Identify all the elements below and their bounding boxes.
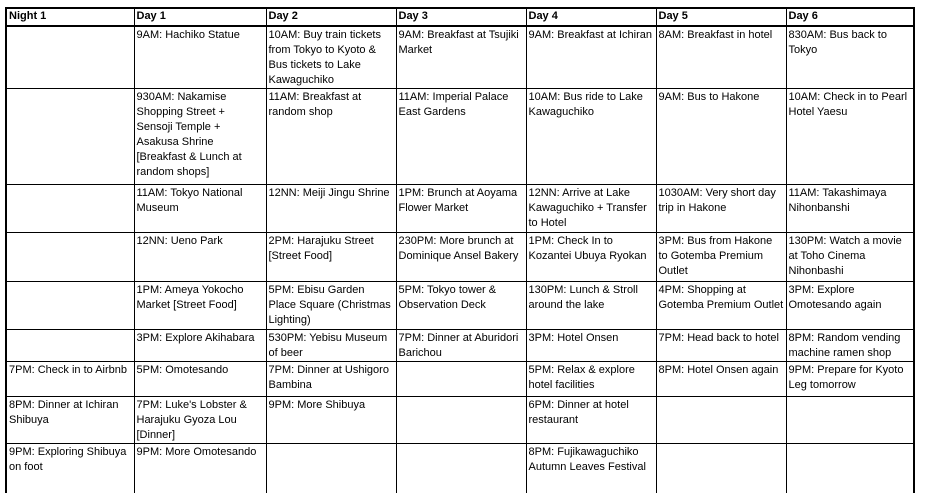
cell-r8-c1[interactable]: 7PM: Luke's Lobster & Harajuku Gyoza Lou [Dinner]	[134, 397, 266, 444]
header-day-6[interactable]: Day 6	[786, 8, 914, 26]
cell-r5-c4[interactable]: 130PM: Lunch & Stroll around the lake	[526, 282, 656, 330]
cell-r8-c4[interactable]: 6PM: Dinner at hotel restaurant	[526, 397, 656, 444]
cell-r3-c6[interactable]: 11AM: Takashimaya Nihonbanshi	[786, 185, 914, 233]
cell-r5-c0[interactable]	[6, 282, 134, 330]
cell-r3-c4[interactable]: 12NN: Arrive at Lake Kawaguchiko + Transfer to Hotel	[526, 185, 656, 233]
header-day-5[interactable]: Day 5	[656, 8, 786, 26]
cell-r6-c2[interactable]: 530PM: Yebisu Museum of beer	[266, 330, 396, 362]
table-row	[6, 362, 914, 397]
cell-r4-c3[interactable]: 230PM: More brunch at Dominique Ansel Bakery	[396, 233, 526, 282]
cell-r2-c5[interactable]: 9AM: Bus to Hakone	[656, 89, 786, 185]
cell-r9-c4[interactable]: 8PM: Fujikawaguchiko Autumn Leaves Festival	[526, 444, 656, 493]
table-row	[6, 330, 914, 362]
cell-r8-c2[interactable]: 9PM: More Shibuya	[266, 397, 396, 444]
cell-r4-c1[interactable]: 12NN: Ueno Park	[134, 233, 266, 282]
cell-r5-c2[interactable]: 5PM: Ebisu Garden Place Square (Christmas Lighting)	[266, 282, 396, 330]
cell-r5-c3[interactable]: 5PM: Tokyo tower & Observation Deck	[396, 282, 526, 330]
cell-r9-c0[interactable]: 9PM: Exploring Shibuya on foot	[6, 444, 134, 493]
cell-r9-c2[interactable]	[266, 444, 396, 493]
cell-r4-c4[interactable]: 1PM: Check In to Kozantei Ubuya Ryokan	[526, 233, 656, 282]
cell-r7-c2[interactable]: 7PM: Dinner at Ushigoro Bambina	[266, 362, 396, 397]
cell-r9-c5[interactable]	[656, 444, 786, 493]
header-day-3[interactable]: Day 3	[396, 8, 526, 26]
cell-r5-c5[interactable]: 4PM: Shopping at Gotemba Premium Outlet	[656, 282, 786, 330]
header-day-4[interactable]: Day 4	[526, 8, 656, 26]
cell-r4-c6[interactable]: 130PM: Watch a movie at Toho Cinema Nihonbashi	[786, 233, 914, 282]
cell-r9-c6[interactable]	[786, 444, 914, 493]
cell-r1-c4[interactable]: 9AM: Breakfast at Ichiran	[526, 26, 656, 89]
cell-r2-c6[interactable]: 10AM: Check in to Pearl Hotel Yaesu	[786, 89, 914, 185]
cell-r1-c1[interactable]: 9AM: Hachiko Statue	[134, 26, 266, 89]
cell-r1-c6[interactable]: 830AM: Bus back to Tokyo	[786, 26, 914, 89]
cell-r7-c4[interactable]: 5PM: Relax & explore hotel facilities	[526, 362, 656, 397]
cell-r7-c0[interactable]: 7PM: Check in to Airbnb	[6, 362, 134, 397]
cell-r9-c1[interactable]: 9PM: More Omotesando	[134, 444, 266, 493]
table-header	[6, 8, 914, 26]
cell-r5-c6[interactable]: 3PM: Explore Omotesando again	[786, 282, 914, 330]
cell-r2-c0[interactable]	[6, 89, 134, 185]
cell-r4-c5[interactable]: 3PM: Bus from Hakone to Gotemba Premium Outlet	[656, 233, 786, 282]
cell-r3-c0[interactable]	[6, 185, 134, 233]
cell-r6-c5[interactable]: 7PM: Head back to hotel	[656, 330, 786, 362]
cell-r6-c6[interactable]: 8PM: Random vending machine ramen shop	[786, 330, 914, 362]
cell-r7-c3[interactable]	[396, 362, 526, 397]
table-row	[6, 185, 914, 233]
cell-r6-c1[interactable]: 3PM: Explore Akihabara	[134, 330, 266, 362]
table-row	[6, 397, 914, 444]
cell-r3-c1[interactable]: 11AM: Tokyo National Museum	[134, 185, 266, 233]
cell-r2-c1[interactable]: 930AM: Nakamise Shopping Street + Sensoji Temple + Asakusa Shrine [Breakfast & Lunch at random shops]	[134, 89, 266, 185]
cell-r7-c5[interactable]: 8PM: Hotel Onsen again	[656, 362, 786, 397]
cell-r1-c2[interactable]: 10AM: Buy train tickets from Tokyo to Kyoto & Bus tickets to Lake Kawaguchiko	[266, 26, 396, 89]
cell-r1-c3[interactable]: 9AM: Breakfast at Tsujiki Market	[396, 26, 526, 89]
cell-r2-c4[interactable]: 10AM: Bus ride to Lake Kawaguchiko	[526, 89, 656, 185]
table-row	[6, 444, 914, 493]
cell-r3-c3[interactable]: 1PM: Brunch at Aoyama Flower Market	[396, 185, 526, 233]
table-row	[6, 89, 914, 185]
table-row	[6, 233, 914, 282]
cell-r6-c4[interactable]: 3PM: Hotel Onsen	[526, 330, 656, 362]
cell-r6-c3[interactable]: 7PM: Dinner at Aburidori Barichou	[396, 330, 526, 362]
cell-r1-c0[interactable]	[6, 26, 134, 89]
cell-r7-c6[interactable]: 9PM: Prepare for Kyoto Leg tomorrow	[786, 362, 914, 397]
header-row	[6, 8, 914, 26]
cell-r6-c0[interactable]	[6, 330, 134, 362]
cell-r9-c3[interactable]	[396, 444, 526, 493]
cell-r4-c0[interactable]	[6, 233, 134, 282]
table-row	[6, 26, 914, 89]
header-day-2[interactable]: Day 2	[266, 8, 396, 26]
cell-r8-c0[interactable]: 8PM: Dinner at Ichiran Shibuya	[6, 397, 134, 444]
header-night-1[interactable]: Night 1	[6, 8, 134, 26]
table-body	[6, 26, 914, 493]
itinerary-table	[5, 7, 915, 493]
cell-r2-c2[interactable]: 11AM: Breakfast at random shop	[266, 89, 396, 185]
cell-r8-c3[interactable]	[396, 397, 526, 444]
cell-r1-c5[interactable]: 8AM: Breakfast in hotel	[656, 26, 786, 89]
cell-r5-c1[interactable]: 1PM: Ameya Yokocho Market [Street Food]	[134, 282, 266, 330]
cell-r4-c2[interactable]: 2PM: Harajuku Street [Street Food]	[266, 233, 396, 282]
cell-r2-c3[interactable]: 11AM: Imperial Palace East Gardens	[396, 89, 526, 185]
cell-r7-c1[interactable]: 5PM: Omotesando	[134, 362, 266, 397]
cell-r3-c5[interactable]: 1030AM: Very short day trip in Hakone	[656, 185, 786, 233]
header-day-1[interactable]: Day 1	[134, 8, 266, 26]
cell-r8-c6[interactable]	[786, 397, 914, 444]
cell-r8-c5[interactable]	[656, 397, 786, 444]
table-row	[6, 282, 914, 330]
cell-r3-c2[interactable]: 12NN: Meiji Jingu Shrine	[266, 185, 396, 233]
